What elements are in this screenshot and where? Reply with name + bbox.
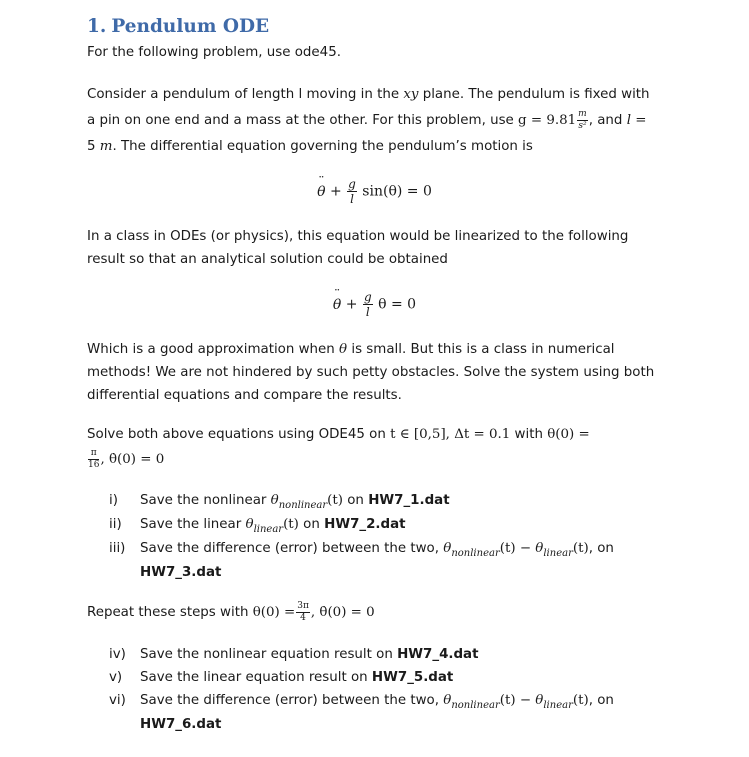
item-text-mid: , on <box>588 693 614 708</box>
p4-sixteen: 16 <box>88 459 100 470</box>
theta-symbol: θ <box>270 493 279 508</box>
p5-text-a: Repeat these steps with <box>87 605 253 620</box>
p1-text-b: plane. The pendulum is fixed with <box>418 87 650 102</box>
eq2-fraction <box>363 291 373 318</box>
list-marker: ii) <box>109 517 122 532</box>
eq1-g: g <box>348 177 356 191</box>
intro-paragraph <box>87 41 687 64</box>
theta-symbol: θ <box>245 517 254 532</box>
time-arg: (t) <box>327 493 343 508</box>
eq1-theta-ddot: ¨ θ <box>317 184 325 200</box>
p3-text-b: is small. But this is a class in numerical <box>347 342 615 357</box>
time-arg: (t) − <box>499 541 536 556</box>
eq1-plus: + <box>325 183 347 200</box>
p1-gravity: g = 9.81 <box>518 113 577 128</box>
theta-subscript: nonlinear <box>278 500 328 511</box>
linear-equation <box>0 291 749 318</box>
p1-unit-num: m <box>578 108 587 119</box>
p1-text-d: , and <box>588 113 627 128</box>
theta-subscript-2: linear <box>543 548 573 559</box>
eq2-g: g <box>363 290 372 304</box>
solve-paragraph <box>87 422 687 472</box>
filename: HW7_3.dat <box>140 565 222 580</box>
list-item <box>109 643 614 666</box>
theta-subscript: linear <box>253 524 284 535</box>
filename: HW7_4.dat <box>397 647 479 662</box>
p1-xy: xy <box>403 87 419 102</box>
p5-num: 3π <box>297 600 309 611</box>
p4-text-a: Solve both above equations using ODE45 on <box>87 427 391 442</box>
p1-unit-den: s² <box>578 120 587 131</box>
section-title: Pendulum ODE <box>111 16 270 37</box>
list-item <box>109 537 614 584</box>
p3-line-3: differential equations and compare the results. <box>87 388 402 403</box>
filename: HW7_1.dat <box>368 493 450 508</box>
p3-theta: θ <box>339 342 348 357</box>
theta-symbol-2: θ <box>535 541 544 556</box>
eq1-rest: sin(θ) = 0 <box>357 183 432 200</box>
item-text: Save the nonlinear <box>140 493 271 508</box>
p3-text-a: Which is a good approximation when <box>87 342 340 357</box>
p1-text-f: . The differential equation governing the pendulum’s motion is <box>112 139 533 154</box>
list-marker: iii) <box>109 541 126 556</box>
repeat-paragraph <box>87 601 687 624</box>
list-marker: iv) <box>109 647 126 662</box>
intro-text: For the following problem, use ode45. <box>87 45 341 60</box>
approximation-paragraph <box>87 338 687 407</box>
filename: HW7_6.dat <box>140 717 222 732</box>
p1-text-e: 5 <box>87 139 100 154</box>
task-list-2 <box>109 643 614 736</box>
p5-den: 4 <box>300 612 306 623</box>
p4-text-b: with <box>510 427 548 442</box>
item-text-mid: on <box>342 493 369 508</box>
eq2-rest: θ = 0 <box>373 296 417 313</box>
eq1-fraction <box>347 178 357 205</box>
item-text-mid: , on <box>588 541 614 556</box>
theta-subscript-2: linear <box>543 700 573 711</box>
theta-symbol-2: θ <box>535 693 544 708</box>
eq2-l: l <box>365 305 370 319</box>
item-text: Save the difference (error) between the two, <box>140 541 444 556</box>
list-item <box>109 666 614 689</box>
theta-symbol: θ <box>443 541 452 556</box>
eq1-l: l <box>350 192 354 206</box>
p5-initial-velocity: , θ̇(0) = 0 <box>310 605 375 620</box>
time-arg-2: (t) <box>572 541 589 556</box>
time-arg: (t) <box>283 517 299 532</box>
list-item <box>109 689 614 736</box>
item-text-mid: on <box>298 517 325 532</box>
list-marker: v) <box>109 670 123 685</box>
filename: HW7_5.dat <box>371 670 454 685</box>
p1-text-c: a pin on one end and a mass at the other. For this problem, use <box>87 113 519 128</box>
item-text: Save the nonlinear equation result on <box>140 647 398 662</box>
eq2-plus: + <box>341 296 362 313</box>
p4-initial-condition: θ(0) = <box>547 427 590 442</box>
p5-fraction <box>296 602 310 623</box>
theta-subscript: nonlinear <box>451 700 500 711</box>
p4-time-domain: t ∈ [0,5], Δt = 0.1 <box>390 427 511 442</box>
item-text: Save the difference (error) between the two, <box>140 693 444 708</box>
time-arg-2: (t) <box>572 693 589 708</box>
list-marker: vi) <box>109 693 126 708</box>
list-item <box>109 489 614 513</box>
p1-unit-fraction <box>577 110 588 131</box>
problem-paragraph <box>87 82 687 160</box>
eq2-theta-ddot: ¨ θ <box>333 297 341 313</box>
nonlinear-equation <box>0 178 749 205</box>
list-item <box>109 513 614 537</box>
p5-initial-condition: θ(0) = <box>252 605 296 620</box>
p1-length: l = <box>626 113 647 128</box>
filename: HW7_2.dat <box>324 517 406 532</box>
section-number: 1. <box>87 16 107 37</box>
theta-subscript: nonlinear <box>451 548 500 559</box>
p1-length-unit: m <box>99 139 113 154</box>
p2-line-2: result so that an analytical solution could be obtained <box>87 252 448 267</box>
p3-line-2: methods! We are not hindered by such petty obstacles. Solve the system using both <box>87 365 655 380</box>
task-list-1 <box>109 489 614 584</box>
item-text: Save the linear equation result on <box>140 670 372 685</box>
p2-line-1: In a class in ODEs (or physics), this equation would be linearized to the following <box>87 229 629 244</box>
time-arg: (t) − <box>499 693 536 708</box>
p4-pi-fraction <box>88 449 99 470</box>
p4-pi: π <box>88 449 99 460</box>
section-heading <box>87 16 269 37</box>
p1-text-a: Consider a pendulum of length l moving in the <box>87 87 404 102</box>
linearization-paragraph <box>87 225 687 271</box>
list-marker: i) <box>109 493 118 508</box>
item-text: Save the linear <box>140 517 246 532</box>
p4-initial-velocity: , θ̇(0) = 0 <box>100 452 165 467</box>
theta-symbol: θ <box>443 693 452 708</box>
